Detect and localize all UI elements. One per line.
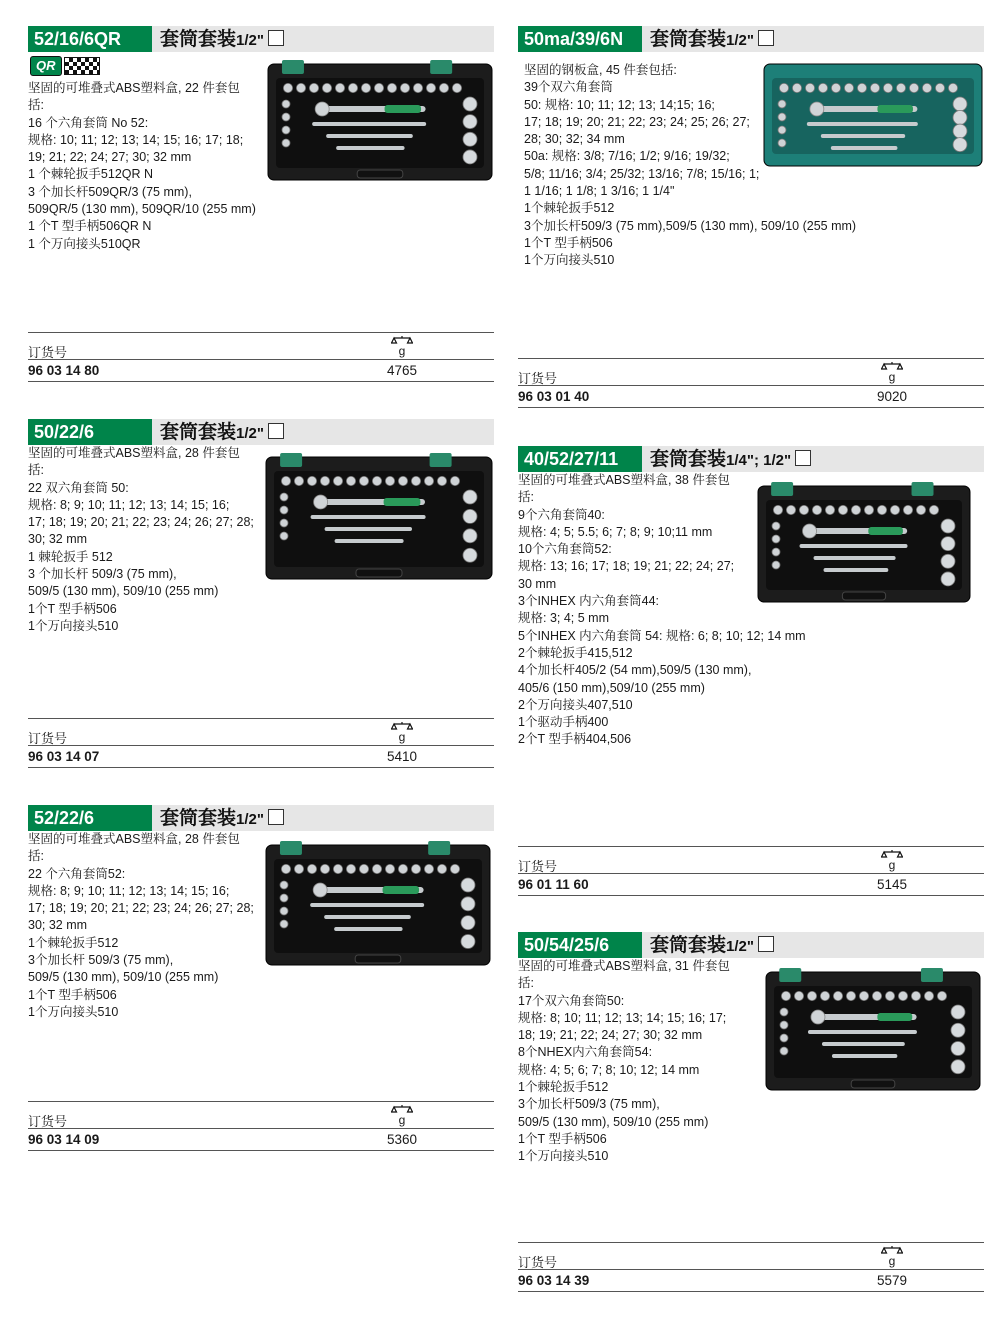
product-50ma-39-6n [518, 26, 984, 424]
title-size: 1/2" [236, 425, 264, 442]
desc-line: 4个加长杆405/2 (54 mm),509/5 (130 mm), [518, 663, 752, 678]
desc-line: 1 棘轮扳手 512 [28, 549, 113, 564]
weight-value: 5145 [876, 877, 908, 892]
order-number: 96 01 11 60 [518, 877, 589, 892]
weight-value: 4765 [386, 363, 418, 378]
desc-line: 30; 32 mm [28, 532, 88, 547]
title-text: 套筒套装 [650, 29, 727, 50]
desc-line: 39个双六角套筒 [524, 80, 613, 95]
title-size: 1/4"; 1/2" [726, 452, 792, 469]
desc-line: 10个六角套筒52: [518, 542, 612, 557]
order-table [518, 846, 984, 896]
desc-line: 3 个加长杆509QR/3 (75 mm), [28, 184, 192, 199]
desc-line: 坚固的可堆叠式ABS塑料盒, 22 件套包 [28, 81, 240, 95]
product-40-52-27-11 [518, 446, 984, 910]
desc-line: 1个棘轮扳手512 [518, 1080, 609, 1095]
desc-line: 509/5 (130 mm), 509/10 (255 mm) [28, 584, 219, 599]
title-size: 1/2" [726, 32, 754, 49]
weight-unit: g [888, 1254, 896, 1268]
product-header [28, 26, 494, 52]
desc-line: 括: [28, 849, 44, 864]
product-image [764, 966, 982, 1094]
desc-line: 括: [518, 490, 534, 505]
order-table [28, 332, 494, 382]
weight-unit: g [398, 730, 406, 744]
product-header [518, 446, 984, 472]
desc-line: 规格: 8; 9; 10; 11; 12; 13; 14; 15; 16; [28, 883, 230, 898]
product-header [518, 932, 984, 958]
title-size: 1/2" [236, 32, 264, 49]
product-image [264, 839, 492, 969]
weight-value: 5579 [876, 1273, 908, 1288]
desc-line: 5个INHEX 内六角套筒 54: 规格: 6; 8; 10; 12; 14 mm [518, 628, 806, 643]
product-description [28, 80, 260, 253]
desc-line: 1个万向接头510 [28, 1004, 119, 1019]
desc-line: 17; 18; 19; 20; 21; 22; 23; 24; 25; 26; 27; [524, 114, 750, 129]
desc-line: 28; 30; 32; 34 mm [524, 132, 625, 147]
desc-line: 1个棘轮扳手512 [524, 201, 615, 216]
weight-unit: g [888, 370, 896, 384]
desc-line: 3个加长杆 509/3 (75 mm), [28, 953, 174, 968]
desc-line: 括: [518, 976, 534, 991]
product-description [518, 958, 750, 1166]
desc-line: 1个驱动手柄400 [518, 715, 609, 730]
product-code: 50/22/6 [28, 419, 152, 445]
product-header [518, 26, 984, 52]
desc-line: 1个万向接头510 [518, 1149, 609, 1164]
desc-line: 规格: 3; 4; 5 mm [518, 611, 609, 626]
order-label: 订货号 [28, 731, 68, 746]
checkbox-icon[interactable] [268, 423, 284, 439]
qr-badge-text: QR [30, 56, 62, 76]
desc-line: 16 个六角套筒 No 52: [28, 115, 149, 130]
desc-line: 2个棘轮扳手415,512 [518, 645, 633, 660]
product-code: 52/22/6 [28, 805, 152, 831]
product-image [266, 58, 494, 184]
order-label: 订货号 [518, 1255, 558, 1270]
title-text: 套筒套装 [160, 808, 237, 829]
weight-value: 5410 [386, 749, 418, 764]
product-52-22-6 [28, 805, 494, 1167]
title-text: 套筒套装 [160, 29, 237, 50]
order-number: 96 03 14 80 [28, 363, 100, 378]
desc-line: 3个加长杆509/3 (75 mm), [518, 1097, 660, 1112]
desc-line: 17; 18; 19; 20; 21; 22; 23; 24; 26; 27; 28; [28, 515, 254, 530]
weight-value: 9020 [876, 389, 908, 404]
desc-line: 3个加长杆509/3 (75 mm),509/5 (130 mm), 509/10 (255 mm) [524, 218, 857, 233]
desc-line: 规格: 13; 16; 17; 18; 19; 21; 22; 24; 27; [518, 559, 735, 574]
desc-line: 3个INHEX 内六角套筒44: [518, 594, 660, 609]
checkbox-icon[interactable] [795, 450, 811, 466]
desc-line: 规格: 4; 5; 5.5; 6; 7; 8; 9; 10;11 mm [518, 524, 713, 539]
desc-line: 规格: 4; 5; 6; 7; 8; 10; 12; 14 mm [518, 1062, 700, 1077]
desc-line: 规格: 8; 9; 10; 11; 12; 13; 14; 15; 16; [28, 497, 230, 512]
weight-unit: g [398, 1113, 406, 1127]
order-number: 96 03 01 40 [518, 389, 590, 404]
qr-badge-icon [30, 56, 106, 76]
order-number: 96 03 14 39 [518, 1273, 590, 1288]
desc-line: 405/6 (150 mm),509/10 (255 mm) [518, 680, 705, 695]
order-number: 96 03 14 09 [28, 1132, 100, 1147]
product-image [264, 451, 494, 583]
order-table [28, 718, 494, 768]
product-title [160, 419, 284, 445]
title-text: 套筒套装 [650, 449, 727, 470]
desc-line: 17; 18; 19; 20; 21; 22; 23; 24; 26; 27; 28; [28, 901, 254, 916]
product-title [650, 26, 774, 52]
desc-line: 30; 32 mm [28, 918, 88, 933]
order-label: 订货号 [28, 1114, 68, 1129]
desc-line: 50: 规格: 10; 11; 12; 13; 14;15; 16; [524, 97, 715, 112]
desc-line: 1个T 型手柄506 [28, 601, 117, 616]
desc-line: 坚固的可堆叠式ABS塑料盒, 28 件套包 [28, 832, 240, 846]
product-code: 50ma/39/6N [518, 26, 642, 52]
desc-line: 8个NHEX内六角套筒54: [518, 1045, 653, 1060]
order-table [518, 1242, 984, 1292]
product-title [160, 805, 284, 831]
desc-line: 22 个六角套筒52: [28, 866, 126, 881]
desc-line: 坚固的可堆叠式ABS塑料盒, 38 件套包 [518, 473, 730, 487]
desc-line: 1 个棘轮扳手512QR N [28, 167, 154, 182]
desc-line: 1 1/16; 1 1/8; 1 3/16; 1 1/4" [524, 184, 675, 199]
desc-line: 括: [28, 463, 44, 478]
product-50-22-6 [28, 419, 494, 785]
product-title [160, 26, 284, 52]
product-header [28, 805, 494, 831]
desc-line: 坚固的可堆叠式ABS塑料盒, 28 件套包 [28, 446, 240, 460]
desc-line: 1个T 型手柄506 [524, 235, 613, 250]
product-52-16-6qr [28, 26, 494, 398]
desc-line: 1个T 型手柄506 [518, 1131, 607, 1146]
product-50-54-25-6 [518, 932, 984, 1308]
product-code: 50/54/25/6 [518, 932, 642, 958]
title-size: 1/2" [236, 811, 264, 828]
product-title [650, 446, 811, 472]
product-image [762, 58, 984, 170]
desc-line: 1个T 型手柄506 [28, 987, 117, 1002]
product-image [756, 480, 972, 606]
desc-line: 509/5 (130 mm), 509/10 (255 mm) [518, 1114, 709, 1129]
desc-line: 17个双六角套筒50: [518, 993, 625, 1008]
desc-line: 1个万向接头510 [524, 253, 615, 268]
desc-line: 50a: 规格: 3/8; 7/16; 1/2; 9/16; 19/32; [524, 149, 730, 164]
checkered-flag-icon [64, 57, 100, 75]
title-size: 1/2" [726, 938, 754, 955]
title-text: 套筒套装 [160, 422, 237, 443]
desc-line: 2个万向接头407,510 [518, 697, 633, 712]
order-label: 订货号 [518, 859, 558, 874]
desc-line: 509QR/5 (130 mm), 509QR/10 (255 mm) [28, 202, 256, 217]
desc-line: 22 双六角套筒 50: [28, 480, 129, 495]
desc-line: 括: [28, 98, 44, 113]
order-table [518, 358, 984, 408]
desc-line: 1个棘轮扳手512 [28, 935, 119, 950]
product-description [28, 445, 260, 635]
desc-line: 规格: 10; 11; 12; 13; 14; 15; 16; 17; 18; [28, 132, 244, 147]
desc-line: 30 mm [518, 576, 557, 591]
product-description [28, 831, 260, 1021]
order-label: 订货号 [28, 345, 68, 360]
desc-line: 1 个T 型手柄506QR N [28, 219, 152, 234]
desc-line: 坚固的钢板盒, 45 件套包括: [524, 63, 677, 77]
checkbox-icon[interactable] [758, 936, 774, 952]
desc-line: 坚固的可堆叠式ABS塑料盒, 31 件套包 [518, 959, 730, 973]
desc-line: 3 个加长杆 509/3 (75 mm), [28, 567, 177, 582]
desc-line: 18; 19; 21; 22; 24; 27; 30; 32 mm [518, 1028, 703, 1043]
order-label: 订货号 [518, 371, 558, 386]
order-table [28, 1101, 494, 1151]
desc-line: 5/8; 11/16; 3/4; 25/32; 13/16; 7/8; 15/16; 1; [524, 166, 760, 181]
desc-line: 9个六角套筒40: [518, 507, 605, 522]
desc-line: 19; 21; 22; 24; 27; 30; 32 mm [28, 150, 192, 165]
product-code: 52/16/6QR [28, 26, 152, 52]
checkbox-icon[interactable] [268, 30, 284, 46]
desc-line: 1个万向接头510 [28, 618, 119, 633]
weight-unit: g [398, 344, 406, 358]
checkbox-icon[interactable] [758, 30, 774, 46]
order-number: 96 03 14 07 [28, 749, 100, 764]
title-text: 套筒套装 [650, 935, 727, 956]
weight-value: 5360 [386, 1132, 418, 1147]
desc-line: 2个T 型手柄404,506 [518, 732, 632, 747]
product-title [650, 932, 774, 958]
product-header [28, 419, 494, 445]
desc-line: 1 个万向接头510QR [28, 236, 141, 251]
weight-unit: g [888, 858, 896, 872]
desc-line: 509/5 (130 mm), 509/10 (255 mm) [28, 970, 219, 985]
product-code: 40/52/27/11 [518, 446, 642, 472]
desc-line: 规格: 8; 10; 11; 12; 13; 14; 15; 16; 17; [518, 1010, 727, 1025]
checkbox-icon[interactable] [268, 809, 284, 825]
